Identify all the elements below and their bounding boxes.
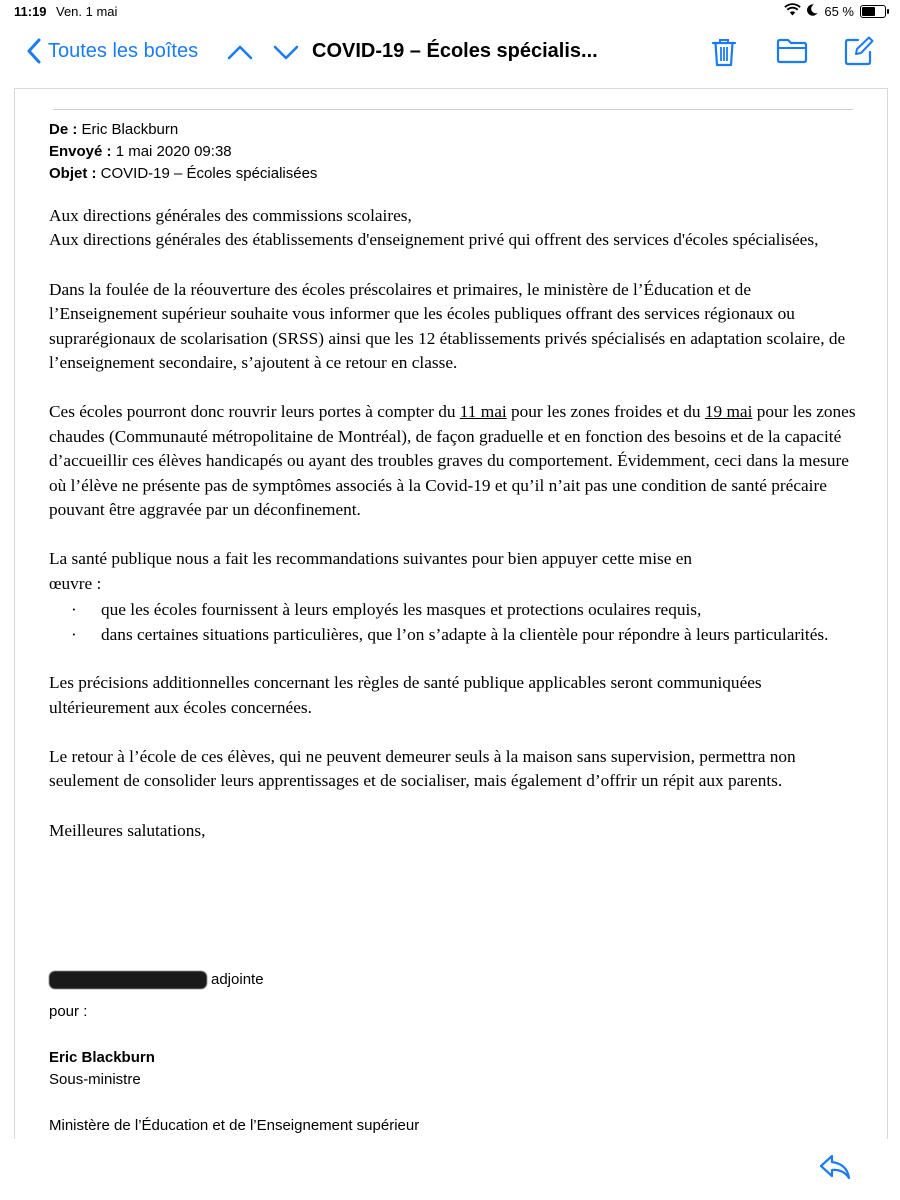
- redacted-name: [49, 971, 207, 989]
- from-line: [49, 119, 317, 141]
- sent-value: 1 mai 2020 09:38: [115, 143, 232, 160]
- chevron-left-icon: [26, 38, 42, 64]
- subject-value: COVID-19 – Écoles spécialisées: [100, 165, 318, 182]
- back-button[interactable]: [26, 38, 198, 64]
- sent-line: [49, 141, 317, 163]
- nav-bar: [0, 26, 900, 78]
- message-view: [14, 88, 888, 1139]
- signature-role: adjointe: [211, 971, 264, 988]
- from-value: Eric Blackburn: [81, 121, 179, 138]
- status-indicators: [784, 3, 886, 19]
- move-folder-button[interactable]: [776, 38, 808, 69]
- reply-button[interactable]: [818, 1152, 852, 1187]
- paragraph-3-line-2: œuvre :: [49, 573, 102, 593]
- trash-button[interactable]: [710, 36, 738, 73]
- message-body: [49, 204, 859, 868]
- paragraph-2-text-b: pour les zones froides et du: [506, 402, 705, 422]
- battery-icon: [860, 5, 886, 18]
- signature-title: Sous-ministre: [49, 1071, 141, 1088]
- date-link-19-mai[interactable]: 19 mai: [704, 402, 753, 422]
- date-link-11-mai[interactable]: 11 mai: [459, 402, 507, 422]
- list-item: [49, 623, 859, 647]
- status-bar: [0, 0, 900, 26]
- status-time: 11:19: [14, 4, 47, 19]
- salutation: [49, 204, 859, 253]
- paragraph-2: [49, 400, 859, 522]
- paragraph-3-line-1: La santé publique nous a fait les recommandations suivantes pour bien appuyer cette mise en: [49, 549, 693, 569]
- paragraph-4: Les précisions additionnelles concernant les règles de santé publique applicables seront communiquées ultérieurement aux écoles concernées.: [49, 673, 762, 717]
- wifi-icon: [784, 3, 801, 19]
- status-date: Ven. 1 mai: [56, 4, 118, 19]
- back-button-label: Toutes les boîtes: [48, 39, 199, 62]
- compose-button[interactable]: [844, 36, 874, 71]
- list-item: [49, 598, 859, 622]
- moon-icon: [807, 4, 818, 19]
- from-label: De :: [49, 121, 78, 138]
- paragraph-2-text-c: pour les zones chaudes (Communauté métropolitaine de Montréal), de façon graduelle et en fonction des besoins et de la capacité d’accueillir ces élèves handicapés ou ayant des troubles graves du comportement. Évidemment, ceci dans la mesure où l’élève ne présente pas de symptômes associés à la Covid-19 et qu’il n’ait pas une condition de santé précaire pouvant être aggravée par un déconfinement.: [49, 402, 856, 520]
- chevron-up-icon: [226, 38, 254, 66]
- signature-redacted-line: [49, 969, 649, 991]
- compose-icon: [844, 36, 874, 66]
- bullet-icon: ·: [71, 624, 77, 644]
- bullet-icon: ·: [71, 600, 77, 620]
- sent-label: Envoyé :: [49, 143, 112, 160]
- subject-line: [49, 163, 317, 185]
- next-message-button[interactable]: [272, 38, 300, 71]
- previous-message-button[interactable]: [226, 38, 254, 71]
- list-item-text: dans certaines situations particulières, que l’on s’adapte à la clientèle pour répondre à leurs particularités.: [101, 624, 829, 644]
- salutation-line-1: Aux directions générales des commissions scolaires,: [49, 206, 412, 225]
- closing: Meilleures salutations,: [49, 820, 206, 840]
- header-divider: [53, 109, 853, 110]
- forwarded-headers: [49, 119, 317, 185]
- battery-percent: 65 %: [824, 3, 854, 19]
- list-item-text: que les écoles fournissent à leurs employés les masques et protections oculaires requis,: [101, 600, 702, 620]
- paragraph-1: Dans la foulée de la réouverture des écoles préscolaires et primaires, le ministère de l’Éducation et de l’Enseignement supérieur souhaite vous informer que les écoles publiques offrant des services régionaux ou suprarégionaux de scolarisation (SRSS) ainsi que les 12 établissements privés spécialisés en adaptation scolaire, de l’enseignement secondaire, s’ajoutent à ce retour en classe.: [49, 279, 846, 373]
- battery-fill: [862, 7, 875, 16]
- paragraph-2-text-a: Ces écoles pourront donc rouvrir leurs portes à compter du: [49, 402, 460, 422]
- trash-icon: [710, 36, 738, 68]
- paragraph-3: [49, 547, 859, 596]
- signature-name: Eric Blackburn: [49, 1049, 155, 1066]
- paragraph-5: Le retour à l’école de ces élèves, qui ne peuvent demeurer seuls à la maison sans supervision, permettra non seulement de consolider leurs apprentissages et de socialiser, mais également d’offrir un répit aux parents.: [49, 746, 796, 791]
- nav-title: COVID-19 – Écoles spécialis...: [312, 40, 598, 62]
- signature-ministry: Ministère de l’Éducation et de l’Enseignement supérieur: [49, 1117, 420, 1134]
- signature-pour: pour :: [49, 1003, 88, 1020]
- salutation-line-2: Aux directions générales des établissements d'enseignement privé qui offrent des services d'écoles spécialisées,: [49, 230, 819, 250]
- folder-icon: [776, 38, 808, 64]
- subject-label: Objet :: [49, 165, 97, 182]
- reply-icon: [818, 1152, 852, 1182]
- chevron-down-icon: [272, 38, 300, 66]
- recommendations-list: [49, 598, 859, 647]
